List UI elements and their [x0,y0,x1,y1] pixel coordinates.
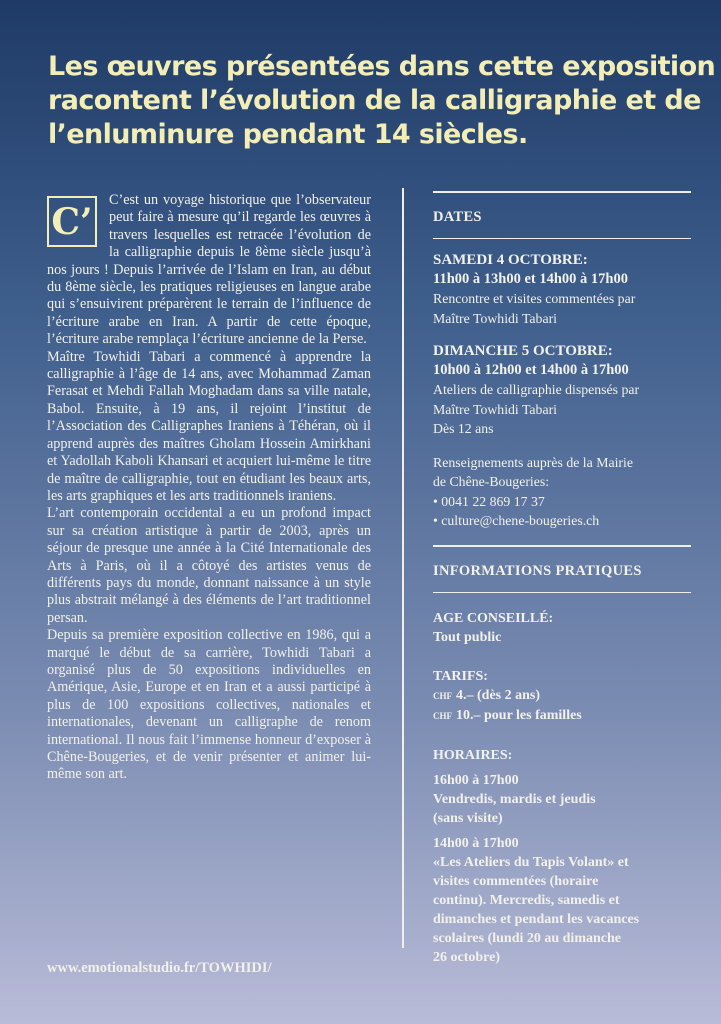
website-link[interactable]: www.emotionalstudio.fr/TOWHIDI/ [47,960,272,976]
tarif-value: 10.– pour les familles [456,707,582,723]
tarifs-label: TARIFS: [433,668,488,684]
horaire-desc-line: 26 octobre) [433,949,500,965]
headline-line: racontent l’évolution de la calligraphie et de [48,85,701,116]
horaire-desc-line: scolaires (lundi 20 au dimanche [433,930,621,946]
day1-desc-line: Maître Towhidi Tabari [433,310,558,326]
horaire-time: 14h00 à 17h00 [433,835,519,851]
day1-hours: 11h00 à 13h00 et 14h00 à 17h00 [433,271,628,287]
currency-label: CHF [433,690,452,701]
day2-desc-line: Dès 12 ans [433,421,494,436]
body-paragraph: Depuis sa première exposition collective en 1986, qui a marqué le début de sa carrière, Towhidi Tabari a organisé plus de 50 expositions individuelles en Amérique, Asie, Europe et en Iran et a aussi participé à plus de 100 expositions collectives, nationales et internationales, devenant un calligraphe de renom international. Il nous fait l’immense honneur d’exposer à Chêne-Bougeries, et de venir présenter et animer lui-même son art. [47,627,371,783]
article-body [47,192,371,784]
dates-title: DATES [433,209,482,225]
headline-line: Les œuvres présentées dans cette exposition [48,51,716,82]
horaire-desc-line: continu). Mercredis, samedis et [433,892,620,908]
tarif-value: 4.– (dès 2 ans) [456,687,541,703]
column-divider [402,188,404,948]
body-paragraph: C’est un voyage historique que l’observateur peut faire à mesure qu’il regarde les œuvres à travers lesquelles est retracée l’évolution de la calligraphie depuis le 8ème siècle jusqu’à nos jours ! Depuis l’arrivée de l’Islam en Iran, au début du 8ème siècle, les pratiques religieuses en langue arabe qui s’ensuivirent préparèrent le terrain de l’influence de l’écriture arabe en Iran. A partir de cette époque, l’écriture arabe remplaça l’écriture ancienne de la Perse. [47,192,371,348]
section-rule [433,238,691,239]
body-paragraph: Maître Towhidi Tabari a commencé à apprendre la calligraphie à l’âge de 14 ans, avec Mohammad Zaman Ferasat et Mehdi Fallah Moghadam dans sa ville natale, Babol. Ensuite, à 19 ans, il rejoint l’institut de l’Association des Calligraphes Iraniens à Téhéran, où il apprend auprès des maîtres Gholam Hossein Amirkhani et Yadollah Kaboli Khansari et acquiert lui-même le titre de maître de calligraphie, tout en étudiant les beaux arts, les arts graphiques et les arts traditionnels iraniens. [47,348,371,504]
horaire-desc-line: visites commentées (horaire [433,873,599,889]
tarif-line [433,706,691,726]
day2-desc-line: Ateliers de calligraphie dispensés par [433,382,640,397]
day2-title: DIMANCHE 5 OCTOBRE: [433,343,613,359]
contact-phone[interactable]: • 0041 22 869 17 37 [433,493,545,509]
headline-line: l’enluminure pendant 14 siècles. [48,119,528,150]
tarif-line [433,686,691,706]
horaire-desc-line: dimanches et pendant les vacances [433,911,640,927]
age-label: AGE CONSEILLÉ: [433,610,554,626]
drop-cap: C’ [47,196,97,247]
contact-line: de Chêne-Bougeries: [433,474,550,489]
body-paragraph: L’art contemporain occidental a eu un profond impact sur sa création artistique à partir de 2003, après un séjour de presque une année à la Cité Internationale des Arts à Paris, où il a côtoyé des artistes venus de différents pays du monde, donnant naissance à un style plus abstrait mélangé à des éléments de l’art traditionnel persan. [47,505,371,626]
horaire-time: 16h00 à 17h00 [433,772,519,788]
horaire-desc-line: Vendredis, mardis et jeudis [433,791,596,807]
day1-title: SAMEDI 4 OCTOBRE: [433,252,588,268]
day2-hours: 10h00 à 12h00 et 14h00 à 17h00 [433,362,629,378]
age-value: Tout public [433,629,502,645]
section-rule [433,592,691,593]
horaire-desc-line: (sans visite) [433,810,503,826]
headline [48,50,716,152]
day1-desc-line: Rencontre et visites commentées par [433,291,636,306]
contact-line: Renseignements auprès de la Mairie [433,454,633,470]
info-sidebar [433,191,691,967]
info-title: INFORMATIONS PRATIQUES [433,562,642,579]
currency-label: CHF [433,710,452,721]
horaire-desc-line: «Les Ateliers du Tapis Volant» et [433,854,629,870]
horaires-label: HORAIRES: [433,747,513,763]
day2-desc-line: Maître Towhidi Tabari [433,401,558,417]
contact-email[interactable]: • culture@chene-bougeries.ch [433,513,600,528]
